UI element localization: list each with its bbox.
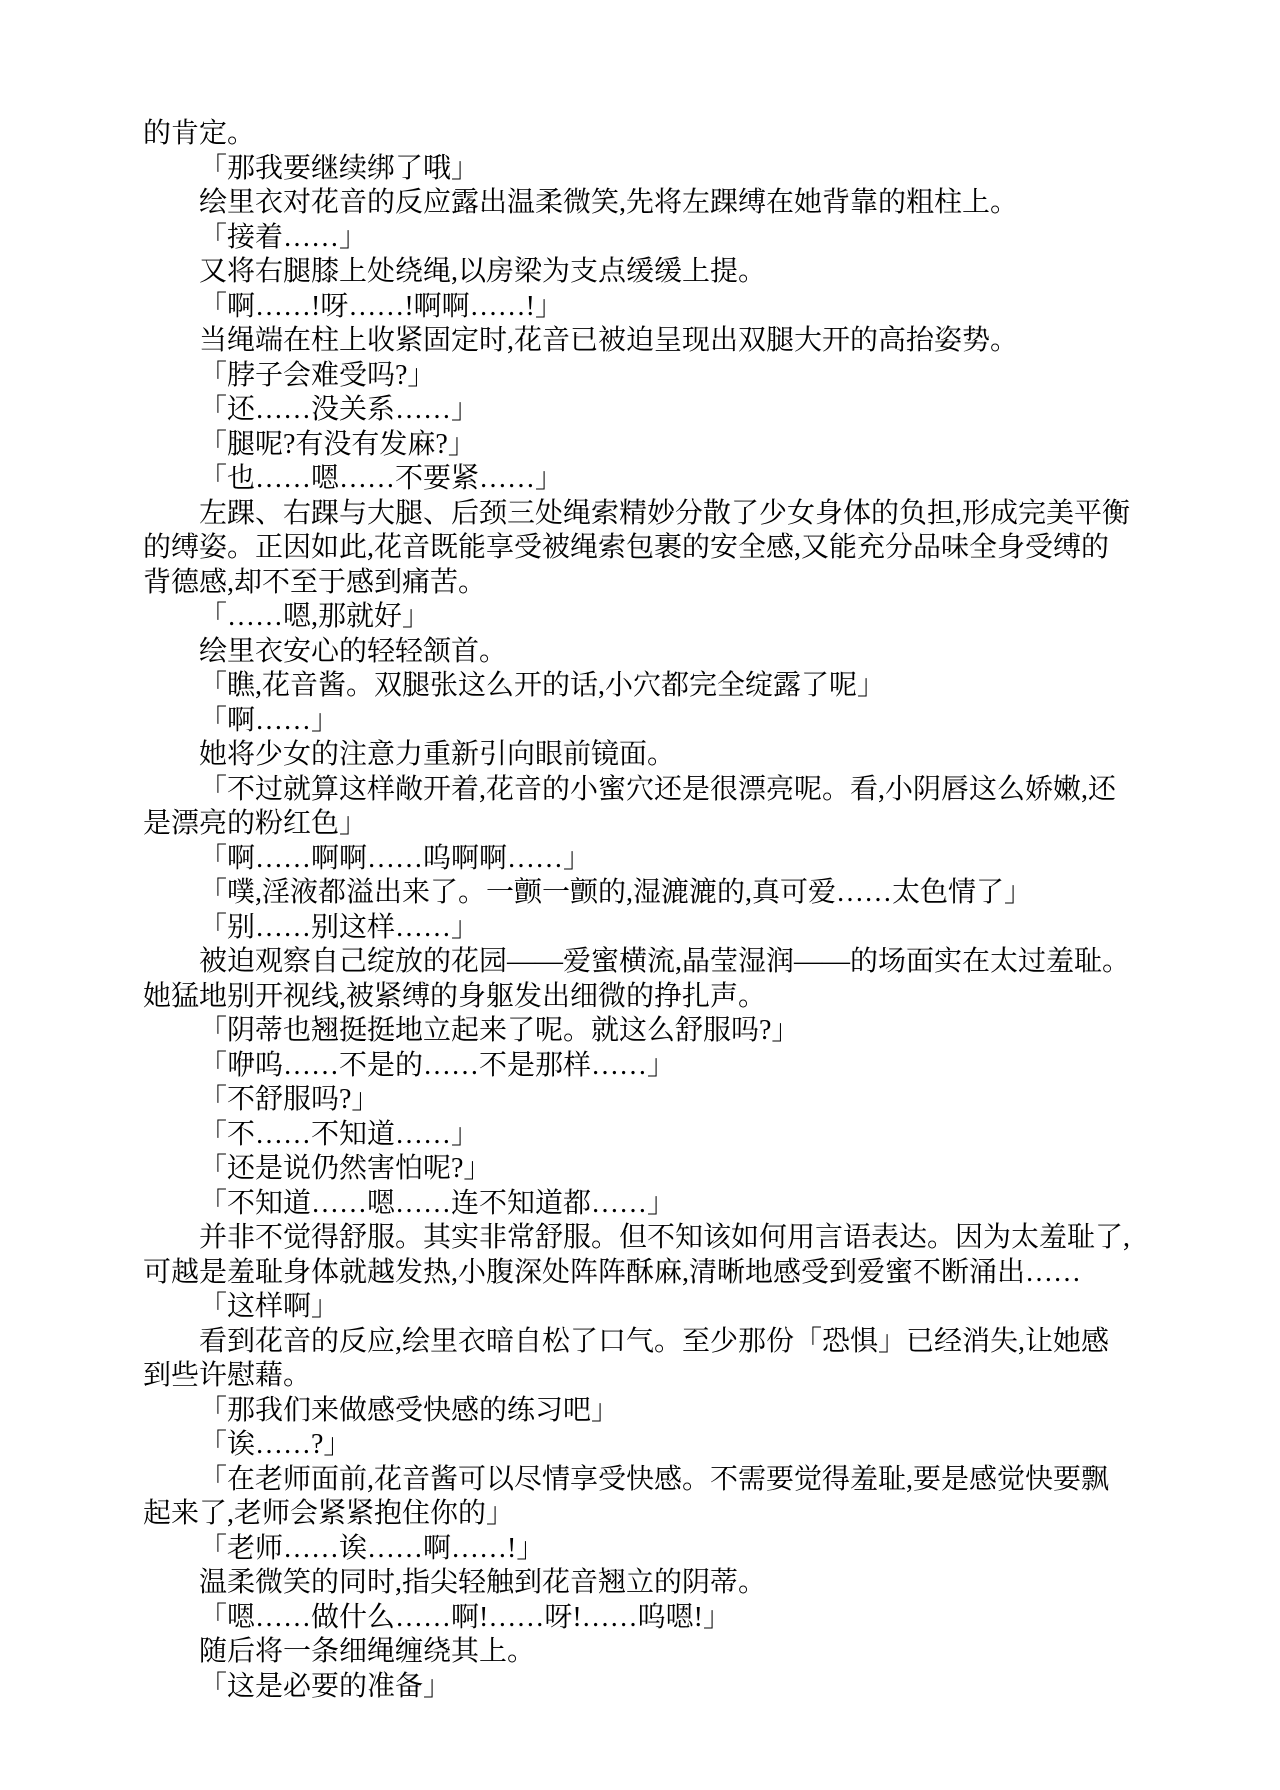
text-line: 并非不觉得舒服。其实非常舒服。但不知该如何用言语表达。因为太羞耻了, bbox=[199, 1222, 1131, 1253]
text-line: 被迫观察自己绽放的花园——爱蜜横流,晶莹湿润——的场面实在太过羞耻。 bbox=[199, 946, 1131, 977]
text-line: 她猛地别开视线,被紧缚的身躯发出细微的挣扎声。 bbox=[143, 980, 767, 1012]
text-line: 绘里衣安心的轻轻颔首。 bbox=[199, 635, 508, 667]
text-line: 「那我要继续绑了哦」 bbox=[199, 152, 480, 184]
text-line: 「脖子会难受吗?」 bbox=[199, 359, 436, 391]
text-line: 「这样啊」 bbox=[199, 1291, 340, 1322]
text-line: 「还……没关系……」 bbox=[199, 394, 480, 425]
text-line: 的缚姿。正因如此,花音既能享受被绳索包裹的安全感,又能充分品味全身受缚的 bbox=[143, 532, 1110, 563]
text-line: 「啊……!呀……!啊啊……!」 bbox=[199, 290, 563, 322]
text-line: 左踝、右踝与大腿、后颈三处绳索精妙分散了少女身体的负担,形成完美平衡 bbox=[199, 497, 1131, 529]
text-line: 「瞧,花音酱。双腿张这么开的话,小穴都完全绽露了呢」 bbox=[199, 670, 886, 701]
text-line: 起来了,老师会紧紧抱住你的」 bbox=[143, 1498, 515, 1529]
text-line: 看到花音的反应,绘里衣暗自松了口气。至少那份「恐惧」已经消失,让她感 bbox=[199, 1325, 1110, 1357]
text-line: 「嗯……做什么……啊!……呀!……呜嗯!」 bbox=[199, 1601, 731, 1633]
text-line: 「……嗯,那就好」 bbox=[199, 601, 431, 632]
text-line: 「别……别这样……」 bbox=[199, 911, 480, 943]
text-line: 「接着……」 bbox=[199, 221, 368, 253]
text-line: 「啊……啊啊……呜啊啊……」 bbox=[199, 842, 592, 874]
text-line: 温柔微笑的同时,指尖轻触到花音翘立的阴蒂。 bbox=[199, 1567, 767, 1598]
text-line: 「也……嗯……不要紧……」 bbox=[199, 463, 564, 494]
text-line: 「不舒服吗?」 bbox=[199, 1084, 380, 1115]
text-line: 「在老师面前,花音酱可以尽情享受快感。不需要觉得羞耻,要是感觉快要飘 bbox=[199, 1463, 1110, 1495]
text-line: 「阴蒂也翘挺挺地立起来了呢。就这么舒服吗?」 bbox=[199, 1015, 800, 1046]
text-line: 她将少女的注意力重新引向眼前镜面。 bbox=[199, 739, 676, 770]
text-line: 当绳端在柱上收紧固定时,花音已被迫呈现出双腿大开的高抬姿势。 bbox=[199, 325, 1019, 356]
text-line: 「那我们来做感受快感的练习吧」 bbox=[199, 1394, 620, 1426]
text-line: 绘里衣对花音的反应露出温柔微笑,先将左踝缚在她背靠的粗柱上。 bbox=[199, 187, 1019, 218]
text-line: 「不过就算这样敞开着,花音的小蜜穴还是很漂亮呢。看,小阴唇这么娇嫩,还 bbox=[199, 773, 1117, 805]
text-line: 背德感,却不至于感到痛苦。 bbox=[143, 566, 487, 598]
text-line: 「咿呜……不是的……不是那样……」 bbox=[199, 1049, 676, 1081]
text-line: 到些许慰藉。 bbox=[143, 1360, 312, 1391]
novel-text bbox=[143, 117, 1158, 1704]
text-line: 「啊……」 bbox=[199, 704, 340, 736]
text-line: 可越是羞耻身体就越发热,小腹深处阵阵酥麻,清晰地感受到爱蜜不断涌出…… bbox=[143, 1256, 1082, 1288]
text-line: 「还是说仍然害怕呢?」 bbox=[199, 1153, 492, 1184]
text-line: 「噗,淫液都溢出来了。一颤一颤的,湿漉漉的,真可爱……太色情了」 bbox=[199, 877, 1033, 908]
text-line: 「腿呢?有没有发麻?」 bbox=[199, 428, 476, 460]
text-line: 「这是必要的准备」 bbox=[199, 1670, 452, 1702]
text-line: 随后将一条细绳缠绕其上。 bbox=[199, 1636, 536, 1667]
text-line: 是漂亮的粉红色」 bbox=[143, 808, 368, 839]
text-line: 「诶……?」 bbox=[199, 1429, 352, 1460]
text-line: 「不……不知道……」 bbox=[199, 1118, 480, 1150]
text-line: 的肯定。 bbox=[143, 118, 256, 149]
text-line: 又将右腿膝上处绕绳,以房梁为支点缓缓上提。 bbox=[199, 256, 767, 287]
text-line: 「老师……诶……啊……!」 bbox=[199, 1532, 545, 1564]
text-line: 「不知道……嗯……连不知道都……」 bbox=[199, 1187, 676, 1219]
